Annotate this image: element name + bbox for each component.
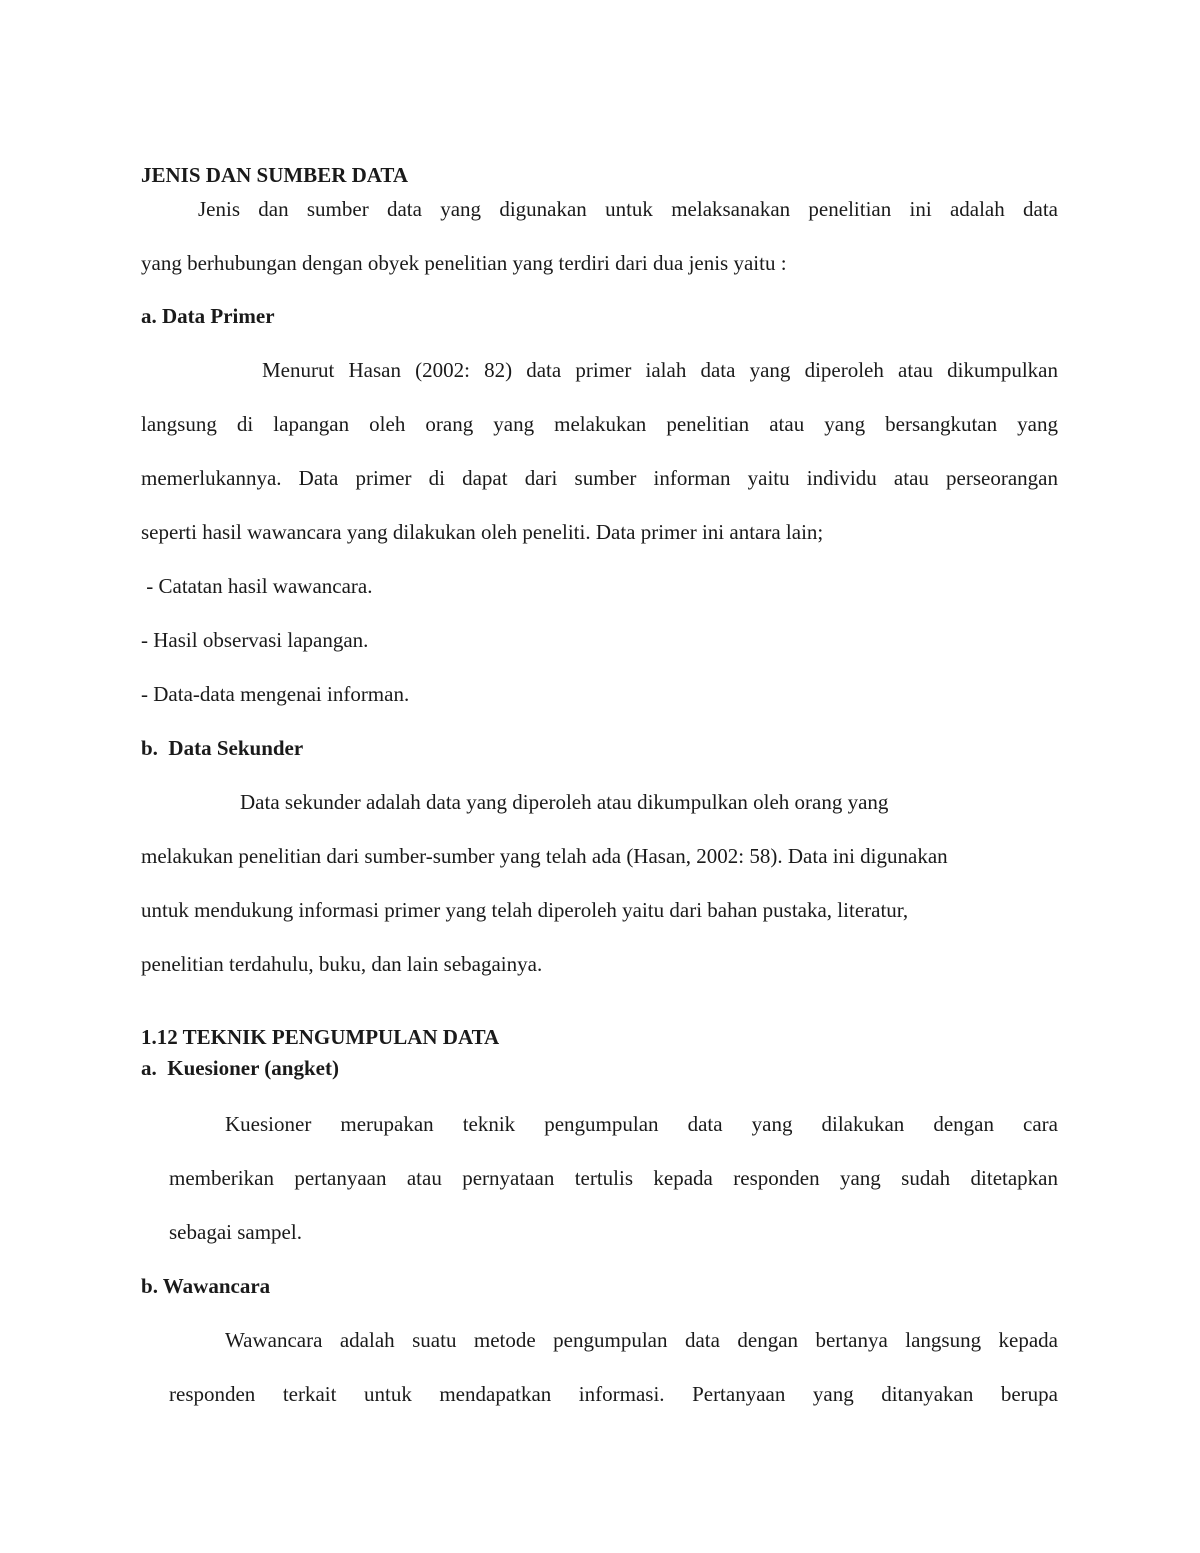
- primer-line-3: memerlukannya. Data primer di dapat dari sumber informan yaitu individu atau perseorangan: [141, 466, 1058, 490]
- intro-line-2: yang berhubungan dengan obyek penelitian yang terdiri dari dua jenis yaitu :: [141, 251, 787, 275]
- heading-wawancara-text: . Wawancara: [152, 1274, 271, 1298]
- kuesioner-line-3: sebagai sampel.: [169, 1220, 302, 1244]
- primer-line-2: langsung di lapangan oleh orang yang melakukan penelitian atau yang bersangkutan yang: [141, 412, 1058, 436]
- kuesioner-line-1: Kuesioner merupakan teknik pengumpulan data yang dilakukan dengan cara: [225, 1112, 1058, 1136]
- kuesioner-line-2: memberikan pertanyaan atau pernyataan tertulis kepada responden yang sudah ditetapkan: [169, 1166, 1058, 1190]
- primer-list-item-2: - Hasil observasi lapangan.: [141, 628, 369, 652]
- section-title-teknik-pengumpulan-data: 1.12 TEKNIK PENGUMPULAN DATA: [141, 1025, 500, 1049]
- heading-data-sekunder: b. Data Sekunder: [141, 736, 304, 760]
- wawancara-line-1: Wawancara adalah suatu metode pengumpulan data dengan bertanya langsung kepada: [225, 1328, 1058, 1352]
- heading-wawancara: [141, 1273, 270, 1299]
- sekunder-line-2: melakukan penelitian dari sumber-sumber yang telah ada (Hasan, 2002: 58). Data ini digunakan: [141, 844, 948, 868]
- primer-list-item-1: - Catatan hasil wawancara.: [141, 574, 373, 598]
- section-title-jenis-sumber-data: JENIS DAN SUMBER DATA: [141, 163, 409, 187]
- primer-list-item-3: - Data-data mengenai informan.: [141, 682, 410, 706]
- sekunder-line-3: untuk mendukung informasi primer yang telah diperoleh yaitu dari bahan pustaka, literatur,: [141, 898, 909, 922]
- heading-wawancara-prefix: b: [141, 1274, 153, 1298]
- primer-line-4: seperti hasil wawancara yang dilakukan oleh peneliti. Data primer ini antara lain;: [141, 520, 824, 544]
- primer-line-1: Menurut Hasan (2002: 82) data primer ialah data yang diperoleh atau dikumpulkan: [262, 358, 1058, 382]
- heading-data-primer: a. Data Primer: [141, 304, 275, 328]
- heading-kuesioner: a. Kuesioner (angket): [141, 1056, 339, 1080]
- sekunder-line-1: Data sekunder adalah data yang diperoleh atau dikumpulkan oleh orang yang: [240, 790, 889, 814]
- sekunder-line-4: penelitian terdahulu, buku, dan lain sebagainya.: [141, 952, 543, 976]
- intro-line-1: Jenis dan sumber data yang digunakan untuk melaksanakan penelitian ini adalah data: [198, 197, 1058, 221]
- wawancara-line-2: responden terkait untuk mendapatkan informasi. Pertanyaan yang ditanyakan berupa: [169, 1382, 1058, 1406]
